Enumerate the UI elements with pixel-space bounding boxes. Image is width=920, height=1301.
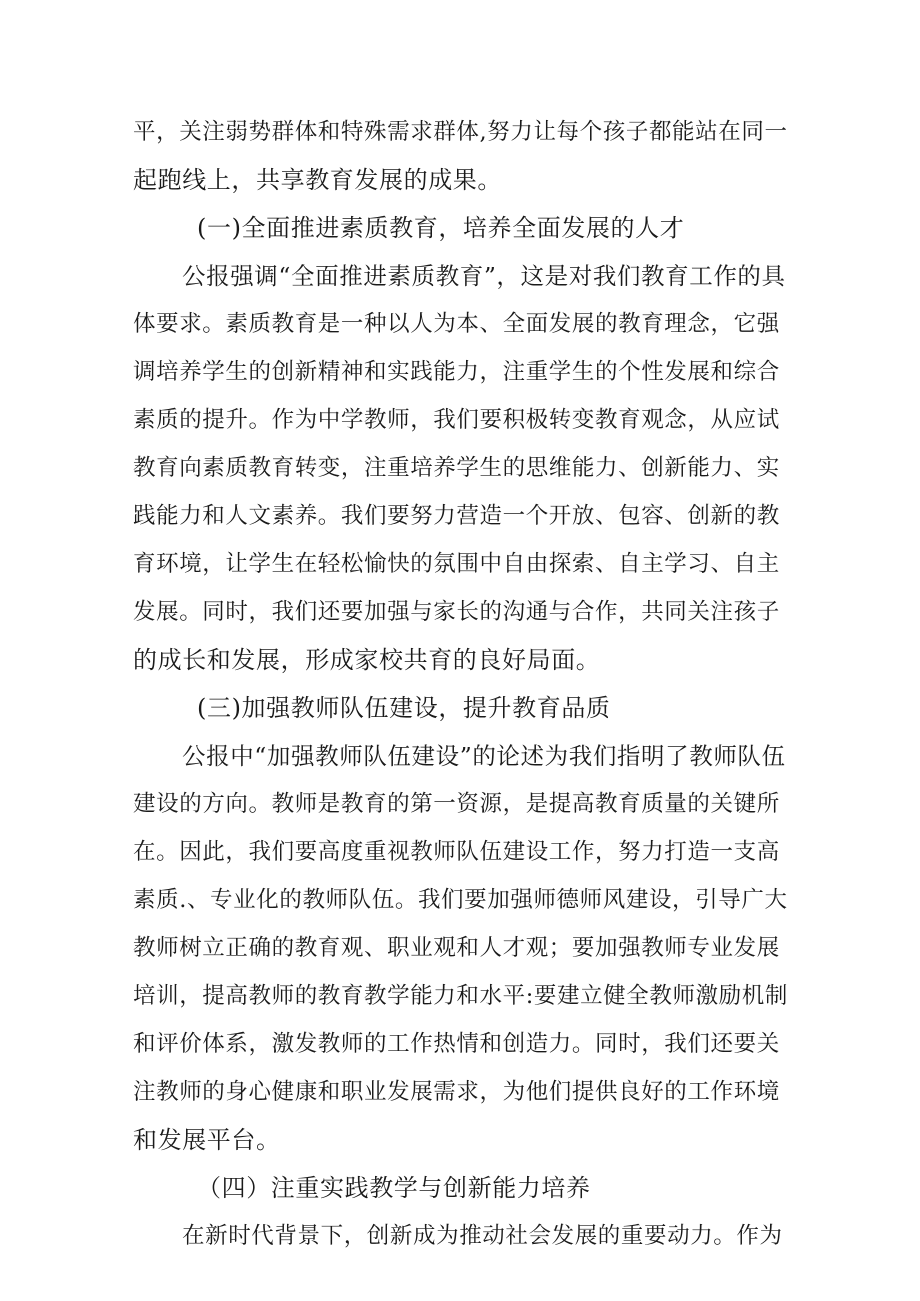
text-line: 和评价体系，激发教师的工作热情和创造力。同时，我们还要关 bbox=[133, 1031, 780, 1057]
text-line: 践能力和人文素养。我们要努力营造一个开放、包容、创新的教 bbox=[133, 503, 780, 529]
document-body bbox=[133, 108, 793, 1260]
text-line: 教师树立正确的教育观、职业观和人才观；要加强教师专业发展 bbox=[133, 935, 780, 961]
text-line: 在新时代背景下，创新成为推动社会发展的重要动力。作为 bbox=[182, 1223, 783, 1249]
text-line: 教育向素质教育转变，注重培养学生的思维能力、创新能力、实 bbox=[133, 455, 780, 481]
text-line: 建设的方向。教师是教育的第一资源，是提高教育质量的关键所 bbox=[133, 791, 780, 817]
text-line: 的成长和发展，形成家校共育的良好局面。 bbox=[133, 646, 601, 674]
text-line: 素质的提升。作为中学教师，我们要积极转变教育观念，从应试 bbox=[133, 407, 780, 433]
text-line: 育环境，让学生在轻松愉快的氛围中自由探索、自主学习、自主 bbox=[133, 551, 780, 577]
text-line: 发展。同时，我们还要加强与家长的沟通与合作，共同关注孩子 bbox=[133, 599, 780, 625]
text-line: 平，关注弱势群体和特殊需求群体,努力让每个孩子都能站在同一 bbox=[133, 119, 788, 145]
text-line: 素质.、专业化的教师队伍。我们要加强师德师风建设，引导广大 bbox=[133, 887, 788, 913]
text-line: 调培养学生的创新精神和实践能力，注重学生的个性发展和综合 bbox=[133, 359, 780, 385]
text-line: 和发展平台。 bbox=[133, 1126, 281, 1154]
text-line: 公报中“加强教师队伍建设”的论述为我们指明了教师队伍 bbox=[182, 742, 786, 770]
text-line: 体要求。素质教育是一种以人为本、全面发展的教育理念，它强 bbox=[133, 311, 780, 337]
text-line: 起跑线上，共享教育发展的成果。 bbox=[133, 166, 502, 194]
section-heading: （四）注重实践教学与创新能力培养 bbox=[197, 1174, 591, 1202]
text-line: 在。因此，我们要高度重视教师队伍建设工作，努力打造一支高 bbox=[133, 839, 780, 865]
section-heading: (三)加强教师队伍建设，提升教育品质 bbox=[197, 694, 611, 722]
section-heading: (一)全面推进素质教育，培养全面发展的人才 bbox=[197, 214, 685, 242]
text-line: 公报强调“全面推进素质教育”，这是对我们教育工作的具 bbox=[182, 262, 786, 290]
text-line: 培训，提高教师的教育教学能力和水平:要建立健全教师激励机制 bbox=[133, 983, 788, 1009]
text-line: 注教师的身心健康和职业发展需求，为他们提供良好的工作环境 bbox=[133, 1079, 780, 1105]
